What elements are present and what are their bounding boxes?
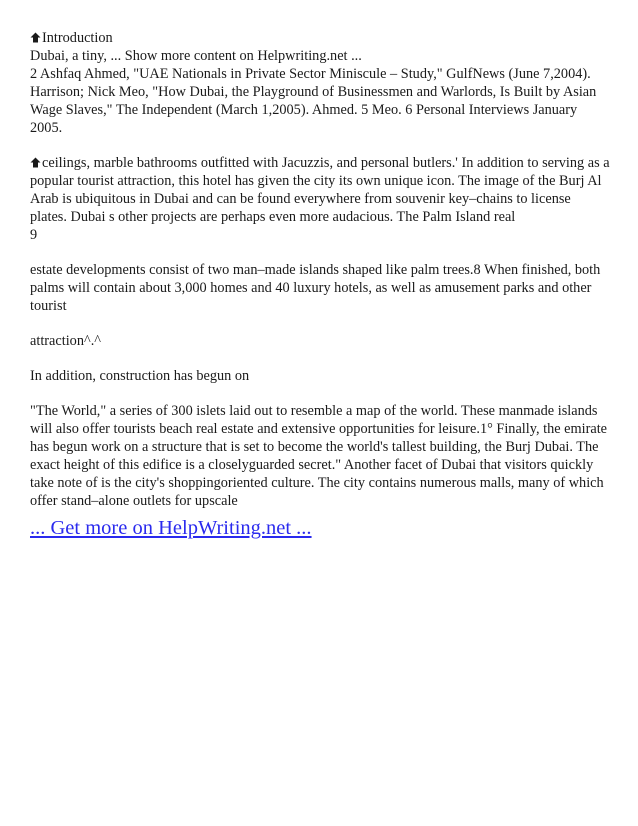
hotel-paragraph xyxy=(30,154,610,244)
house-arrow-icon xyxy=(30,32,41,43)
get-more-link[interactable]: ... Get more on HelpWriting.net ... xyxy=(30,517,312,539)
construction-paragraph: In addition, construction has begun on xyxy=(30,368,250,384)
hotel-paragraph-text: ceilings, marble bathrooms outfitted with Jacuzzis, and personal butlers.' In addition to serving as a popular tourist attraction, this hotel has given the city its own unique icon. The image of the Burj Al Arab is ubiquitous in Dubai and can be found everywhere from souvenir key–chains to license plates. Dubai s other projects are perhaps even more audacious. The Palm Island real xyxy=(30,155,610,225)
intro-paragraph xyxy=(30,29,610,137)
intro-footnotes: 2 Ashfaq Ahmed, "UAE Nationals in Private Sector Miniscule – Study," GulfNews (June 7,2004). Harrison; Nick Meo, "How Dubai, the Playground of Businessmen and Warlords, Is Built by Asian Wage Slaves," The Independent (March 1,2005). Ahmed. 5 Meo. 6 Personal Interviews January 2005. xyxy=(30,66,597,136)
world-paragraph: "The World," a series of 300 islets laid out to resemble a map of the world. These manmade islands will also offer tourists beach real estate and extensive opportunities for leisure.1° Finally, the emirate has begun work on a structure that is set to become the world's tallest building, the Burj Dubai. The exact height of this edifice is a closelyguarded secret." Another facet of Dubai that visitors quickly take note of is the city's shoppingoriented culture. The city contains numerous malls, many of which offer stand–alone outlets for upscale xyxy=(30,403,608,509)
attraction-paragraph: attraction^.^ xyxy=(30,333,101,349)
page-number: 9 xyxy=(30,227,38,243)
house-arrow-icon xyxy=(30,157,41,168)
intro-heading: Introduction xyxy=(42,30,113,46)
palm-paragraph: estate developments consist of two man–made islands shaped like palm trees.8 When finished, both palms will contain about 3,000 homes and 40 luxury hotels, as well as amusement parks and other tourist xyxy=(30,262,601,314)
show-more-line: Dubai, a tiny, ... Show more content on Helpwriting.net ... xyxy=(30,48,362,64)
